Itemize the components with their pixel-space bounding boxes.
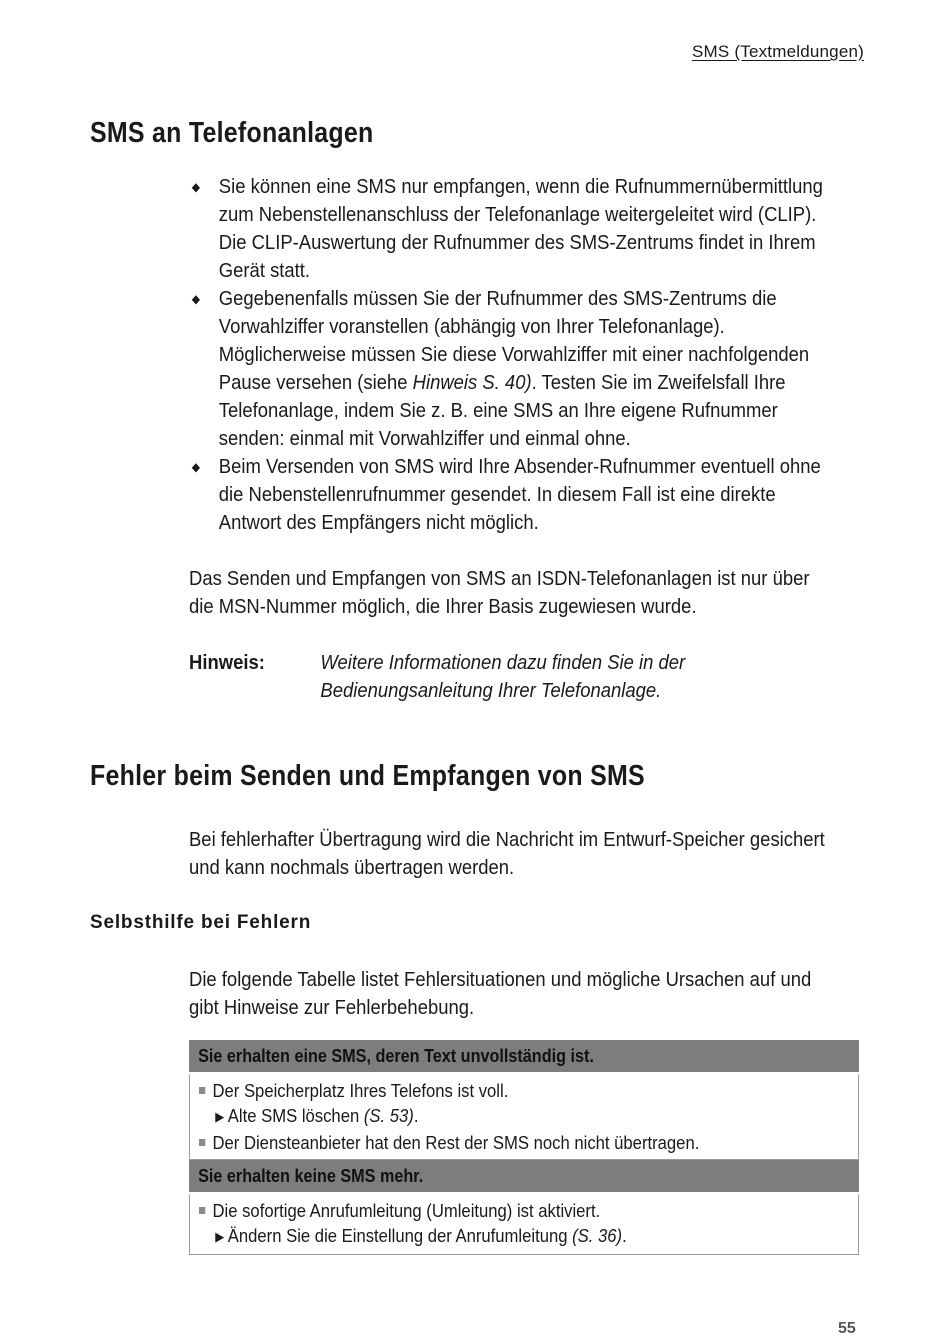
line bbox=[219, 369, 856, 397]
bullet-list bbox=[190, 173, 856, 537]
arrow-right-icon: ▶ bbox=[215, 1109, 225, 1124]
action-item bbox=[190, 1223, 791, 1250]
cause-text: Der Speicherplatz Ihres Telefons ist voll. bbox=[212, 1080, 509, 1101]
diamond-bullet-icon: ◆ bbox=[191, 292, 201, 306]
note-label: Hinweis: bbox=[189, 651, 265, 674]
punctuation: . bbox=[622, 1225, 627, 1246]
table-row bbox=[189, 1194, 859, 1255]
arrow-right-icon: ▶ bbox=[215, 1229, 225, 1244]
punctuation: . bbox=[413, 1105, 419, 1126]
action-text: Alte SMS löschen bbox=[227, 1105, 364, 1126]
diamond-bullet-icon: ◆ bbox=[191, 180, 201, 194]
section-title-sms-telefonanlagen: SMS an Telefonanlagen bbox=[90, 117, 374, 149]
page-number: 55 bbox=[838, 1320, 856, 1337]
line: Antwort des Empfängers nicht möglich. bbox=[218, 511, 539, 534]
table-intro-paragraph bbox=[189, 966, 855, 1022]
text: . Testen Sie im Zweifelsfall Ihre bbox=[531, 371, 786, 394]
line: Die folgende Tabelle listet Fehlersituationen und mögliche Ursachen auf und bbox=[189, 968, 812, 991]
running-header: SMS (Textmeldungen) bbox=[692, 42, 864, 61]
line: Gegebenenfalls müssen Sie der Rufnummer des SMS-Zentrums die bbox=[218, 287, 777, 310]
line: Das Senden und Empfangen von SMS an ISDN-Telefonanlagen ist nur über bbox=[189, 567, 810, 590]
line: und kann nochmals übertragen werden. bbox=[189, 856, 515, 879]
cross-reference-link[interactable]: Hinweis S. 40) bbox=[412, 371, 532, 394]
square-bullet-icon bbox=[199, 1139, 205, 1146]
text: Pause versehen (siehe bbox=[218, 371, 413, 394]
list-item bbox=[190, 453, 856, 537]
line: Bedienungsanleitung Ihrer Telefonanlage. bbox=[320, 679, 662, 702]
subsection-title: Selbsthilfe bei Fehlern bbox=[90, 912, 312, 933]
section-title-fehler: Fehler beim Senden und Empfangen von SMS bbox=[90, 760, 645, 792]
cause-item bbox=[190, 1130, 791, 1155]
line: Beim Versenden von SMS wird Ihre Absender-Rufnummer eventuell ohne bbox=[218, 455, 821, 478]
isdn-paragraph bbox=[189, 565, 855, 621]
line: die Nebenstellenrufnummer gesendet. In diesem Fall ist eine direkte bbox=[218, 483, 776, 506]
page-reference-link[interactable]: (S. 36) bbox=[572, 1225, 623, 1246]
table-heading: Sie erhalten keine SMS mehr. bbox=[198, 1166, 424, 1186]
page-reference-link[interactable]: (S. 53) bbox=[363, 1105, 414, 1126]
action-text: Ändern Sie die Einstellung der Anrufumleitung bbox=[227, 1225, 573, 1246]
table-heading: Sie erhalten eine SMS, deren Text unvollständig ist. bbox=[198, 1046, 594, 1066]
square-bullet-icon bbox=[199, 1087, 205, 1094]
line: Gerät statt. bbox=[218, 259, 311, 282]
diamond-bullet-icon: ◆ bbox=[191, 460, 201, 474]
square-bullet-icon bbox=[199, 1207, 205, 1214]
line: gibt Hinweise zur Fehlerbehebung. bbox=[189, 996, 475, 1019]
action-item bbox=[190, 1103, 791, 1130]
line: Telefonanlage, indem Sie z. B. eine SMS an Ihre eigene Rufnummer bbox=[218, 399, 778, 422]
table-row bbox=[189, 1074, 859, 1160]
line: die MSN-Nummer möglich, die Ihrer Basis zugewiesen wurde. bbox=[189, 595, 697, 618]
line: Vorwahlziffer voranstellen (abhängig von Ihrer Telefonanlage). bbox=[218, 315, 725, 338]
troubleshooting-table bbox=[189, 1040, 859, 1255]
error-paragraph bbox=[189, 826, 855, 882]
line: Bei fehlerhafter Übertragung wird die Nachricht im Entwurf-Speicher gesichert bbox=[189, 828, 825, 851]
list-item bbox=[190, 285, 856, 453]
cause-item bbox=[190, 1198, 791, 1223]
cause-item bbox=[190, 1078, 791, 1103]
line: senden: einmal mit Vorwahlziffer und einmal ohne. bbox=[218, 427, 631, 450]
line: Möglicherweise müssen Sie diese Vorwahlziffer mit einer nachfolgenden bbox=[218, 343, 810, 366]
line: Sie können eine SMS nur empfangen, wenn die Rufnummernübermittlung bbox=[218, 175, 823, 198]
cause-text: Der Diensteanbieter hat den Rest der SMS noch nicht übertragen. bbox=[212, 1132, 700, 1153]
line: Die CLIP-Auswertung der Rufnummer des SMS-Zentrums findet in Ihrem bbox=[218, 231, 816, 254]
list-item bbox=[190, 173, 856, 285]
line: zum Nebenstellenanschluss der Telefonanlage weitergeleitet wird (CLIP). bbox=[218, 203, 817, 226]
cause-text: Die sofortige Anrufumleitung (Umleitung) ist aktiviert. bbox=[212, 1200, 601, 1221]
table-heading-row bbox=[189, 1040, 859, 1072]
line: Weitere Informationen dazu finden Sie in der bbox=[320, 651, 686, 674]
table-heading-row bbox=[189, 1160, 859, 1192]
note-text bbox=[320, 649, 685, 705]
